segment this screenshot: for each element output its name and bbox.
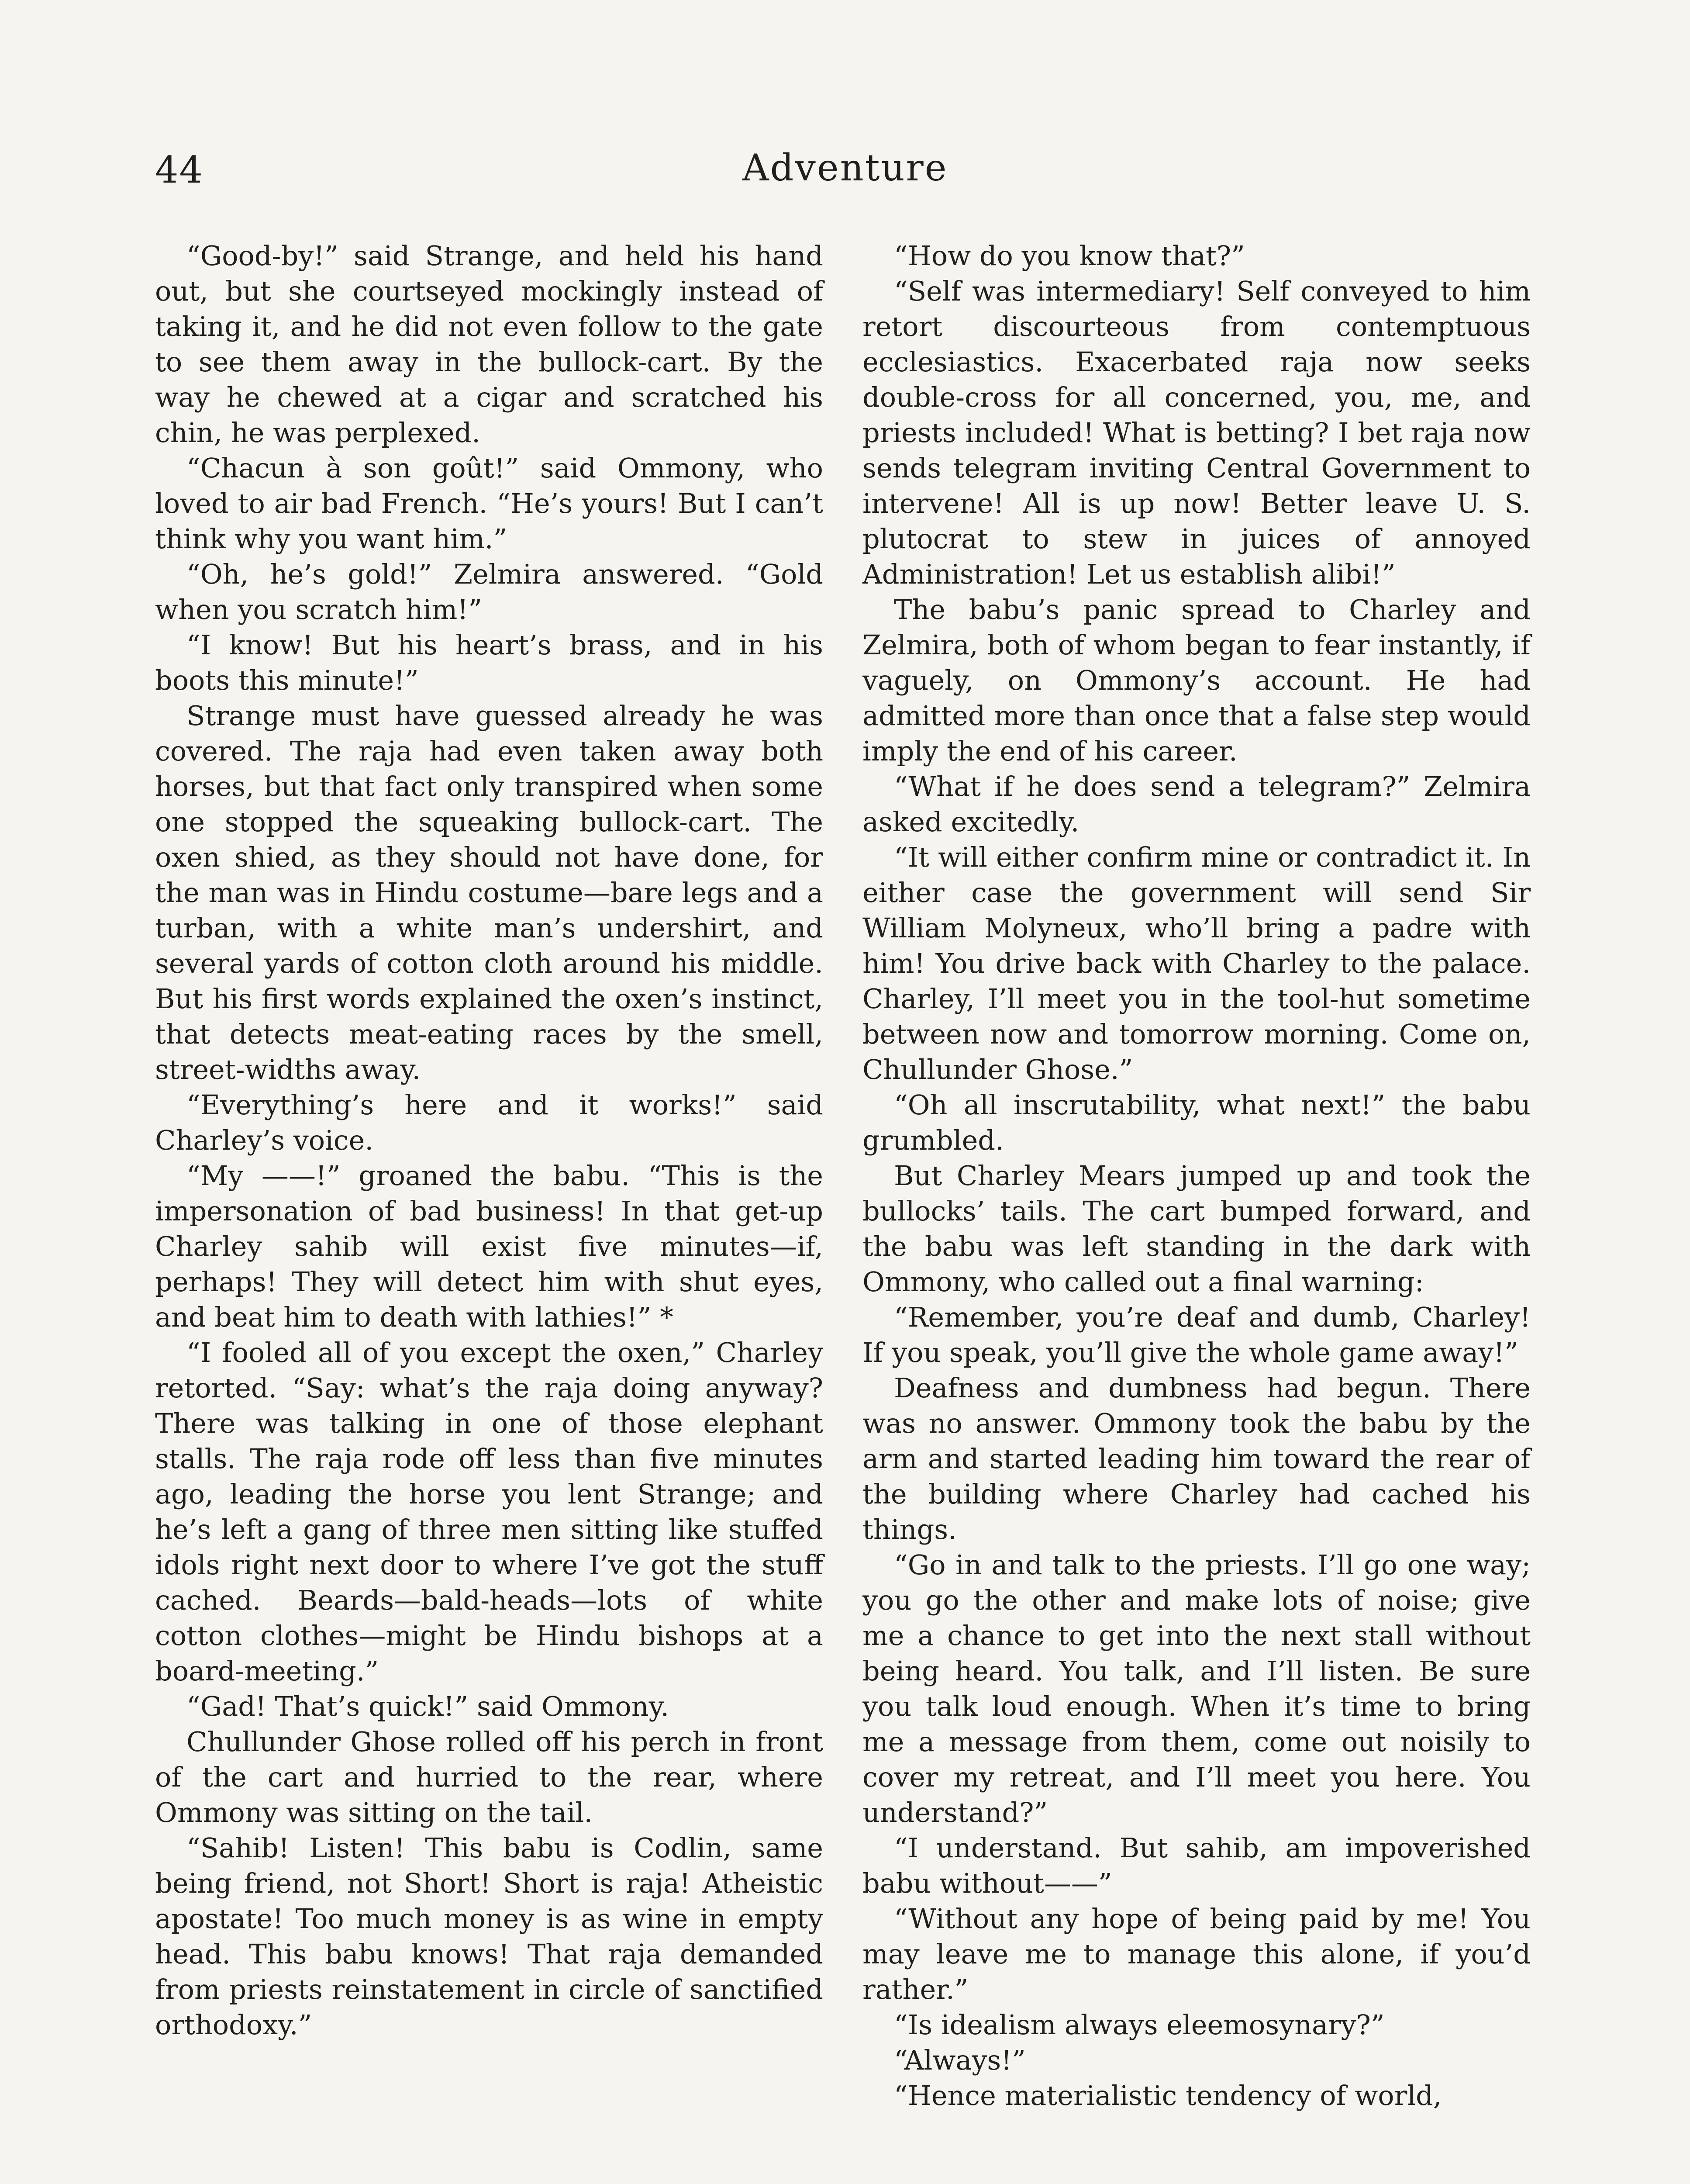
paragraph: “Without any hope of being paid by me! You may leave me to manage this alone, if you’d rather.” [862, 1903, 1531, 2005]
paragraph: “I fooled all of you except the oxen,” Charley retorted. “Say: what’s the raja doing anyway? There was talking in one of those elephant stalls. The raja rode off less than five minutes ago, leading the horse you lent Strange; and he’s left a gang of three men sitting like stuffed idols right next door to where I’ve got the stuff cached. Beards—bald-heads—lots of white cotton clothes—might be Hindu bishops at a board-meeting.” [155, 1337, 823, 1687]
paragraph: “Everything’s here and it works!” said Charley’s voice. [155, 1089, 823, 1156]
paragraph: “Oh, he’s gold!” Zelmira answered. “Gold when you scratch him!” [155, 558, 823, 625]
paragraph: “How do you know that?” [894, 240, 1245, 272]
running-head: Adventure [742, 146, 948, 189]
paragraph: “Remember, you’re deaf and dumb, Charley! If you speak, you’ll give the whole game away!” [862, 1301, 1531, 1368]
paragraph: “Self was intermediary! Self conveyed to him retort discourteous from contemptuous ecclesiastics. Exacerbated raja now seeks double-cross for all concerned, you, me, and priests included! What is betting? I bet raja now sends telegram inviting Central Government to intervene! All is up now! Better leave U. S. plutocrat to stew in juices of annoyed Administration! Let us establish alibi!” [862, 275, 1531, 590]
paragraph: But Charley Mears jumped up and took the bullocks’ tails. The cart bumped forward, and the babu was left standing in the dark with Ommony, who called out a final warning: [862, 1160, 1531, 1298]
paragraph: “Good-by!” said Strange, and held his hand out, but she courtseyed mockingly instead of taking it, and he did not even follow to the gate to see them away in the bullock-cart. By the way he chewed at a cigar and scratched his chin, he was perplexed. [155, 240, 823, 449]
paragraph: “I understand. But sahib, am impoverished babu without——” [862, 1832, 1531, 1899]
paragraph: “Go in and talk to the priests. I’ll go one way; you go the other and make lots of noise; give me a chance to get into the next stall without being heard. You talk, and I’ll listen. Be sure you talk loud enough. When it’s time to bring me a message from them, come out noisily to cover my retreat, and I’ll meet you here. You understand?” [862, 1549, 1531, 1828]
paragraph: “Chacun à son goût!” said Ommony, who loved to air bad French. “He’s yours! But I can’t think why you want him.” [155, 452, 823, 555]
paragraph: “It will either confirm mine or contradict it. In either case the government will send Sir William Molyneux, who’ll bring a padre with him! You drive back with Charley to the palace. Charley, I’ll meet you in the tool-hut sometime between now and tomorrow morning. Come on, Chullunder Ghose.” [862, 841, 1531, 1085]
paragraph: “Oh all inscrutability, what next!” the babu grumbled. [862, 1089, 1531, 1156]
paragraph: “Sahib! Listen! This babu is Codlin, same being friend, not Short! Short is raja! Atheistic apostate! Too much money is as wine in empty head. This babu knows! That raja demanded from priests reinstatement in circle of sanctified orthodoxy.” [155, 1832, 823, 2041]
paragraph: Deafness and dumbness had begun. There was no answer. Ommony took the babu by the arm and started leading him toward the rear of the building where Charley had cached his things. [862, 1372, 1531, 1545]
paragraph: “Gad! That’s quick!” said Ommony. [186, 1690, 669, 1722]
paragraph: “Always!” [894, 2044, 1026, 2076]
paragraph: The babu’s panic spread to Charley and Zelmira, both of whom began to fear instantly, if vaguely, on Ommony’s account. He had admitted more than once that a false step would imply the end of his career. [862, 594, 1531, 767]
paragraph: “Hence materialistic tendency of world, [894, 2080, 1442, 2111]
page-number: 44 [155, 149, 203, 191]
left-column [155, 238, 823, 2042]
paragraph: Chullunder Ghose rolled off his perch in front of the cart and hurried to the rear, where Ommony was sitting on the tail. [155, 1726, 823, 1828]
paragraph: “Is idealism always eleemosynary?” [894, 2009, 1385, 2041]
paragraph: “My ——!” groaned the babu. “This is the impersonation of bad business! In that get-up Charley sahib will exist five minutes—if, perhaps! They will detect him with shut eyes, and beat him to death with lathies!” * [155, 1160, 823, 1333]
right-column [862, 238, 1531, 2113]
paragraph: “What if he does send a telegram?” Zelmira asked excitedly. [862, 771, 1531, 838]
paragraph: Strange must have guessed already he was covered. The raja had even taken away both horses, but that fact only transpired when some one stopped the squeaking bullock-cart. The oxen shied, as they should not have done, for the man was in Hindu costume—bare legs and a turban, with a white man’s undershirt, and several yards of cotton cloth around his middle. But his first words explained the oxen’s instinct, that detects meat-eating races by the smell, street-widths away. [155, 700, 823, 1085]
paragraph: “I know! But his heart’s brass, and in his boots this minute!” [155, 629, 823, 696]
